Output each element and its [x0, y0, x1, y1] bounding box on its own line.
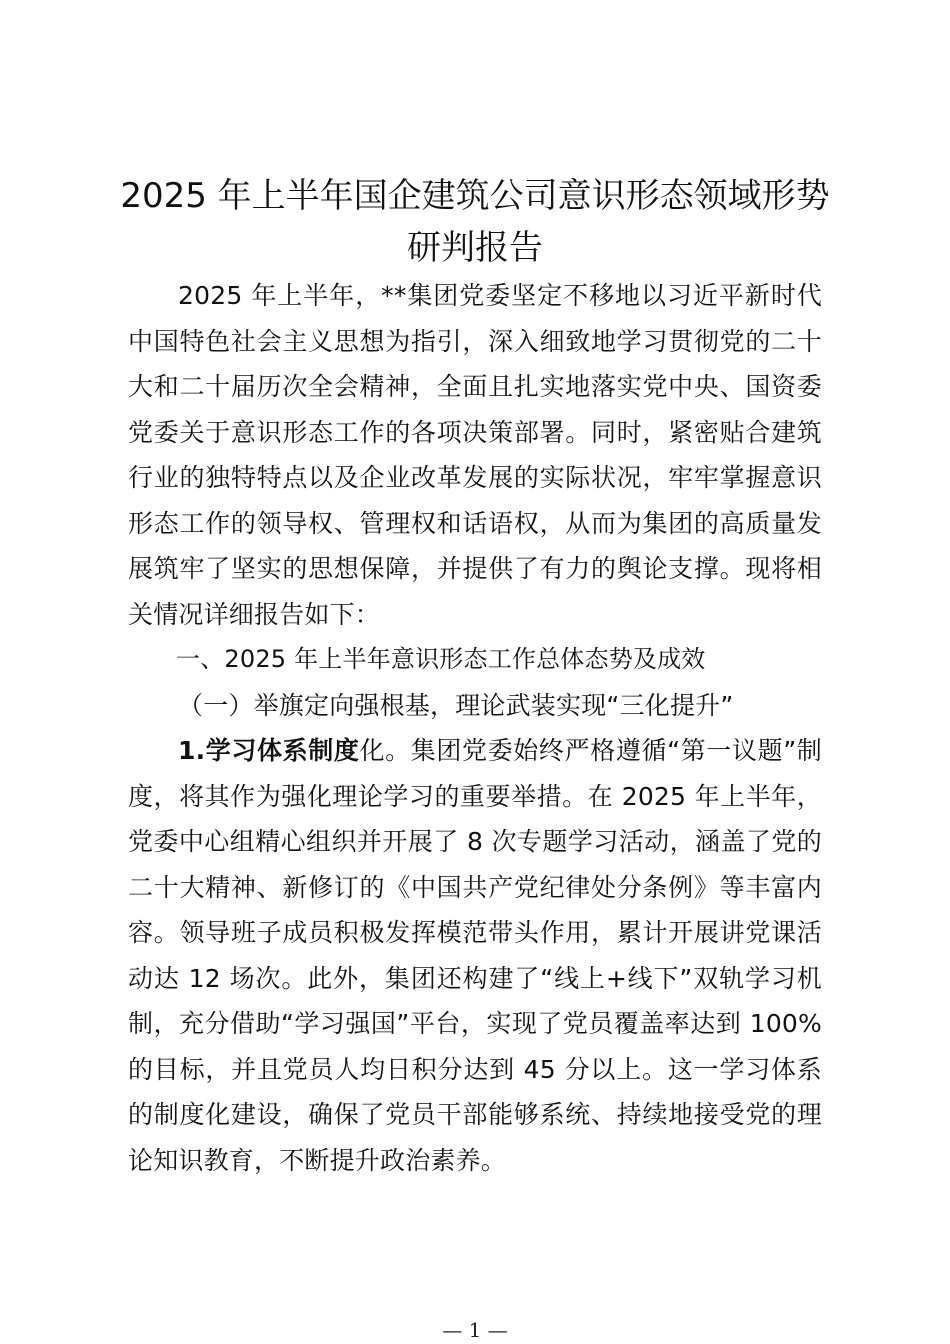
- document-title: 2025 年上半年国企建筑公司意识形态领域形势研判报告: [120, 176, 830, 268]
- document-body: [128, 273, 822, 1183]
- subsection-heading-1: （一）举旗定向强根基，理论武装实现“三化提升”: [178, 690, 734, 720]
- point-text: 化。集团党委始终严格遵循“第一议题”制度，将其作为强化理论学习的重要举措。在 2025 年上半年，党委中心组精心组织并开展了 8 次专题学习活动，涵盖了党的二十大精神、新修订的《中国共产党纪律处分条例》等丰富内容。领导班子成员积极发挥模范带头作用，累计开展讲党课活动达 12 场次。此外，集团还构建了“线上+线下”双轨学习机制，充分借助“学习强国”平台，实现了党员覆盖率达到 100%的目标，并且党员人均日积分达到 45 分以上。这一学习体系的制度化建设，确保了党员干部能够系统、持续地接受党的理论知识教育，不断提升政治素养。: [128, 736, 822, 1175]
- point-paragraph-1: [128, 728, 822, 1183]
- section-heading-1: 一、2025 年上半年意识形态工作总体态势及成效: [176, 645, 706, 673]
- page-number: — 1 —: [442, 1318, 508, 1342]
- point-lead: 1.学习体系制度: [178, 736, 360, 765]
- intro-paragraph: 2025 年上半年，**集团党委坚定不移地以习近平新时代中国特色社会主义思想为指引，深入细致地学习贯彻党的二十大和二十届历次全会精神，全面且扎实地落实党中央、国资委党委关于意识形态工作的各项决策部署。同时，紧密贴合建筑行业的独特特点以及企业改革发展的实际状况，牢牢掌握意识形态工作的领导权、管理权和话语权，从而为集团的高质量发展筑牢了坚实的思想保障，并提供了有力的舆论支撑。现将相关情况详细报告如下：: [128, 281, 822, 629]
